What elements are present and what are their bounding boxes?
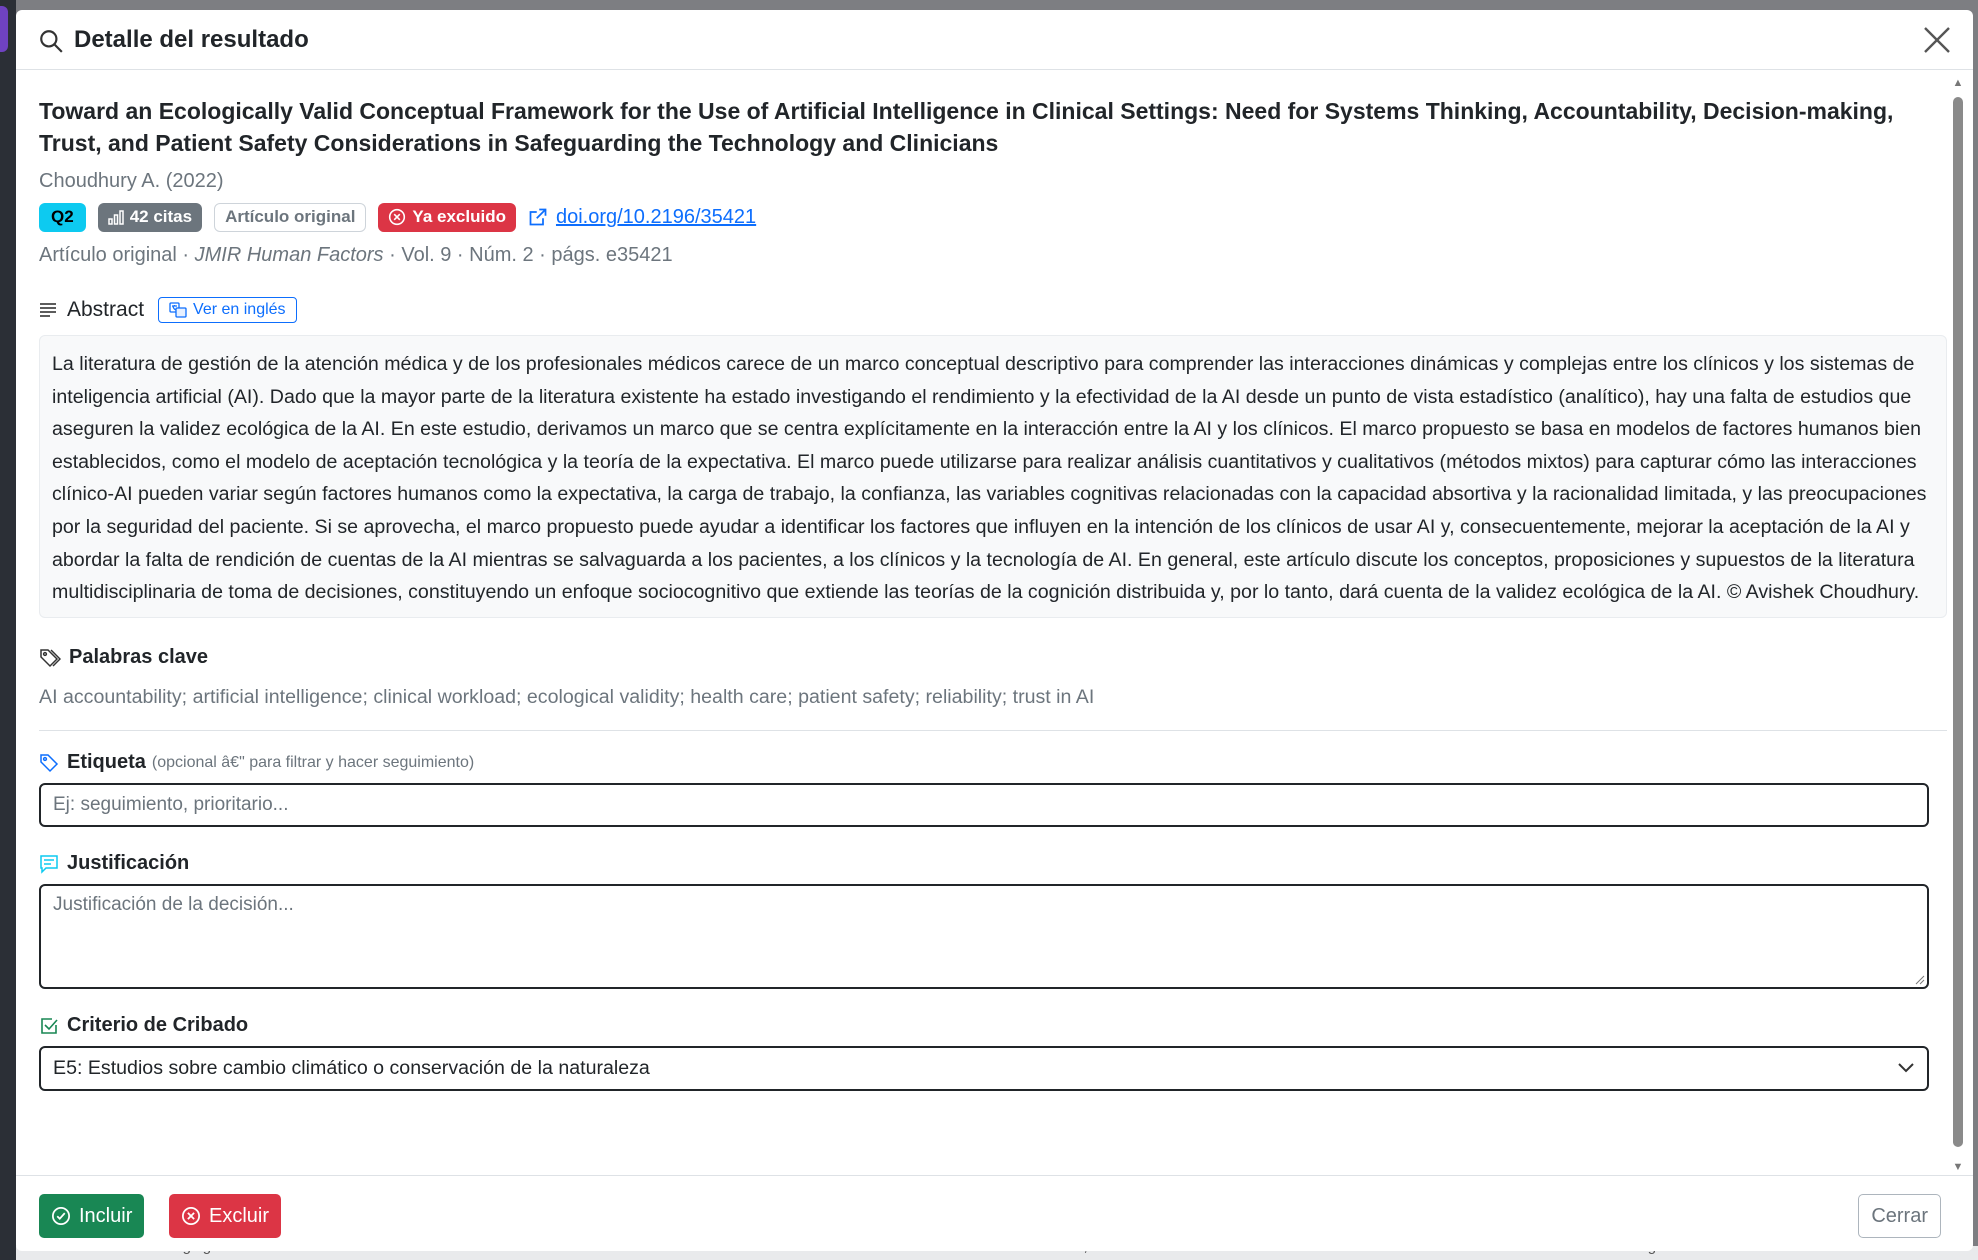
modal-header	[16, 10, 1973, 70]
text-lines-icon	[39, 302, 57, 318]
external-link-icon	[528, 207, 548, 227]
scrollbar-thumb[interactable]	[1953, 97, 1963, 1147]
close-icon[interactable]	[1921, 24, 1953, 56]
criterion-field-label	[39, 1012, 1947, 1040]
article-badges	[39, 201, 1947, 233]
modal-title: Detalle del resultado	[74, 26, 309, 53]
justification-placeholder: Justificación de la decisión...	[53, 893, 294, 915]
tag-icon	[39, 753, 59, 773]
exclude-label: Excluir	[209, 1204, 270, 1227]
keywords-label: Palabras clave	[69, 646, 208, 669]
criterion-selected-value: E5: Estudios sobre cambio climático o conservación de la naturaleza	[53, 1056, 650, 1079]
tag-hint: (opcional â€" para filtrar y hacer seguimiento)	[151, 753, 475, 771]
journal-name: JMIR Human Factors	[194, 244, 384, 266]
section-divider	[39, 730, 1947, 731]
article-type-badge: Artículo original	[214, 203, 366, 232]
tag-field-label	[39, 749, 1947, 777]
justification-textarea[interactable]	[39, 884, 1929, 989]
publication-type: Artículo original ·	[39, 244, 195, 266]
tag-input[interactable]: Ej: seguimiento, prioritario...	[39, 783, 1929, 827]
citations-count: 42 citas	[129, 207, 193, 226]
bar-chart-icon	[108, 209, 124, 225]
translate-english-button[interactable]	[158, 297, 297, 323]
excluded-status-badge	[378, 203, 516, 232]
keywords-text: AI accountability; artificial intelligence; clinical workload; ecological validity; health care; patient safety; reliability; trust in AI	[39, 685, 1095, 708]
article-title: Toward an Ecologically Valid Conceptual Framework for the Use of Artificial Intelligence in Clinical Settings: Need for Systems Thinking, Accountability, Decision-making, Trust, and Patient Safety Considerations in Safeguarding the Technology and Clinicians	[39, 98, 1894, 156]
criterion-label: Criterio de Cribado	[67, 1014, 249, 1037]
publication-details: · Vol. 9 · Núm. 2 · págs. e35421	[383, 244, 673, 266]
app-logo-fragment	[0, 6, 8, 52]
excluded-status-label: Ya excluido	[412, 207, 506, 226]
chat-icon	[39, 854, 59, 874]
quartile-badge: Q2	[39, 203, 86, 232]
include-button[interactable]	[39, 1194, 144, 1238]
justification-label: Justificación	[67, 852, 190, 875]
translate-label: Ver en inglés	[193, 301, 286, 318]
keywords-header	[39, 644, 1947, 672]
tag-label: Etiqueta	[67, 751, 146, 774]
x-circle-icon	[181, 1206, 201, 1226]
abstract-header	[39, 295, 1947, 325]
check-square-icon	[39, 1016, 59, 1036]
search-icon	[38, 28, 64, 54]
scroll-down-arrow[interactable]: ▼	[1952, 1161, 1964, 1173]
publication-info	[39, 243, 1947, 267]
modal-content	[39, 71, 1947, 1091]
justification-field-label	[39, 850, 1947, 878]
resize-grip-icon[interactable]	[1913, 973, 1925, 985]
doi-text: doi.org/10.2196/35421	[555, 205, 757, 228]
modal-footer	[16, 1175, 1973, 1251]
citations-badge	[98, 203, 202, 232]
result-detail-modal	[16, 10, 1973, 1251]
doi-link[interactable]	[528, 206, 756, 229]
x-circle-icon	[388, 208, 406, 226]
article-authors: Choudhury A. (2022)	[39, 170, 224, 192]
scroll-up-arrow[interactable]: ▲	[1952, 77, 1964, 89]
exclude-button[interactable]	[169, 1194, 281, 1238]
chevron-down-icon	[1897, 1062, 1915, 1074]
app-sidebar-background	[0, 0, 16, 1260]
abstract-label: Abstract	[67, 298, 145, 321]
abstract-text: La literatura de gestión de la atención médica y de los profesionales médicos carece de un marco conceptual descriptivo para comprender las interacciones dinámicas y complejas entre los clínicos y los sistemas de inteligencia artificial (AI). Dado que la mayor parte de la literatura existente ha estado investigando el rendimiento y la efectividad de la AI desde un punto de vista estadístico (analítico), hay una falta de estudios que aseguren la validez ecológica de la AI. En este estudio, derivamos un marco que se centra explícitamente en la interacción entre la AI y los clínicos. El marco propuesto se basa en modelos de factores humanos bien establecidos, como el modelo de aceptación tecnológica y la teoría de la expectativa. El marco puede utilizarse para realizar análisis cuantitativos y cualitativos (métodos mixtos) para capturar cómo las interacciones clínico-AI pueden variar según factores humanos como la expectativa, la carga de trabajo, la confianza, las variables cognitivas relacionadas con la capacidad absortiva y la racionalidad limitada, y las preocupaciones por la seguridad del paciente. Si se aprovecha, el marco propuesto puede ayudar a identificar los factores que influyen en la intención de los clínicos de usar AI y, consecuentemente, mejorar la aceptación de la AI y abordar la falta de rendición de cuentas de la AI mientras se salvaguarda a los pacientes, a los clínicos y la tecnología de AI. En general, este artículo discute los conceptos, proposiciones y supuestos de la literatura multidisciplinaria de toma de decisiones, constituyendo un enfoque sociocognitivo que extiende las teorías de la cognición distribuida y, por lo tanto, dará cuenta de la validez ecológica de la AI. © Avishek Choudhury.	[39, 335, 1947, 618]
criterion-select[interactable]	[39, 1046, 1929, 1091]
modal-body	[16, 71, 1973, 1175]
close-button[interactable]: Cerrar	[1858, 1194, 1941, 1238]
include-label: Incluir	[79, 1204, 133, 1227]
tags-icon	[39, 648, 61, 668]
check-circle-icon	[51, 1206, 71, 1226]
translate-icon	[169, 302, 187, 318]
